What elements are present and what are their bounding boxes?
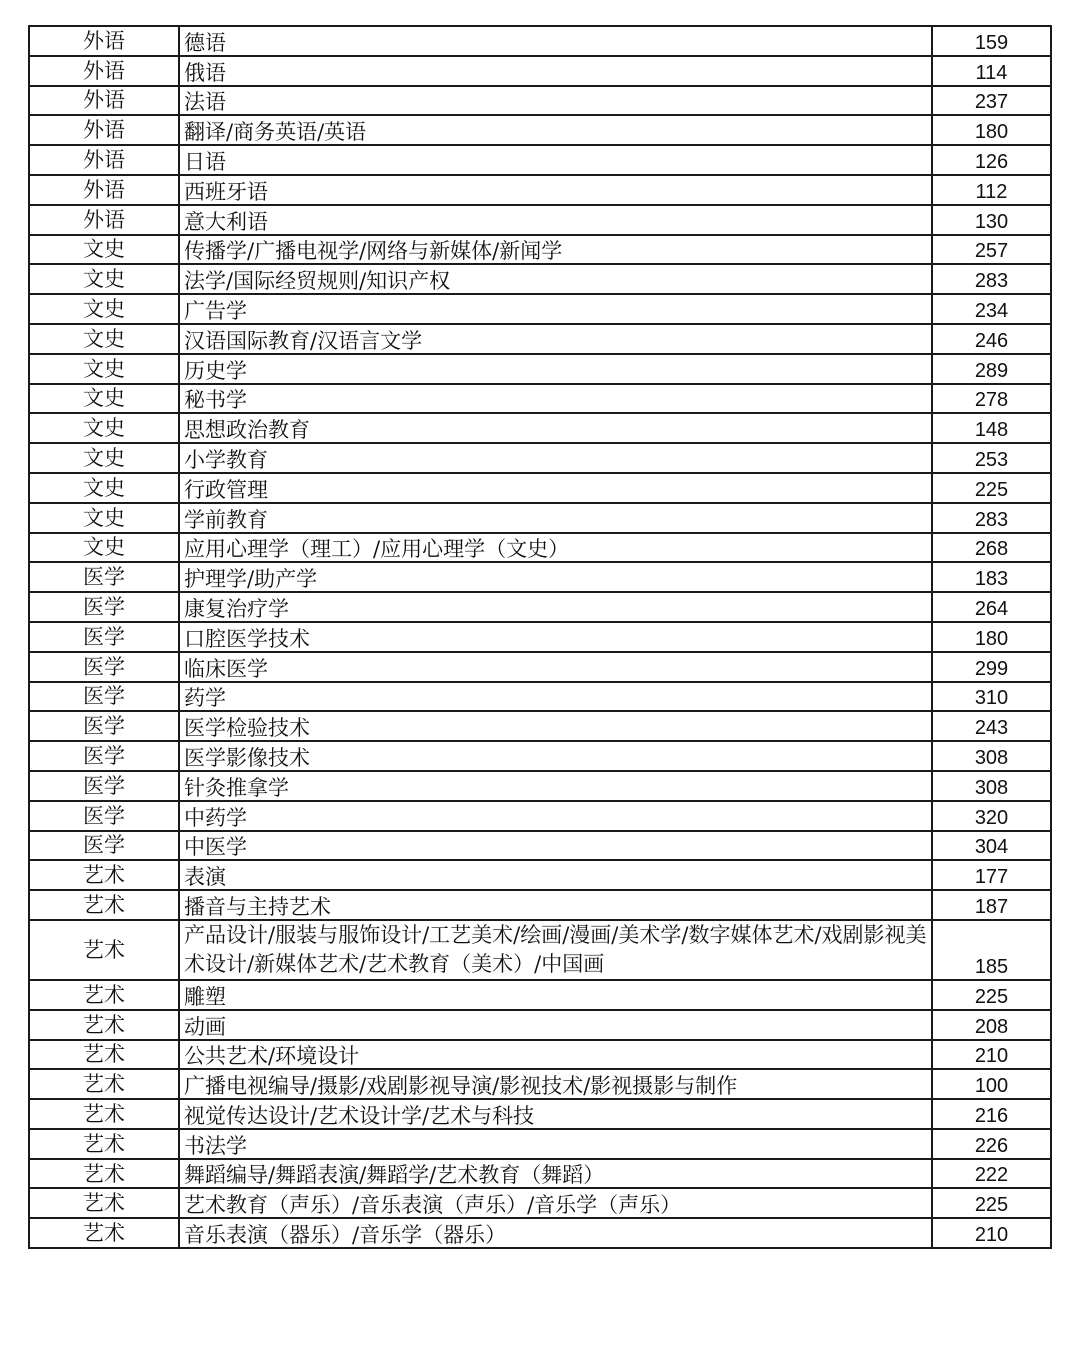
major-cell: 医学检验技术 (179, 711, 932, 741)
score-cell: 222 (932, 1159, 1051, 1189)
table-row (29, 890, 1051, 920)
category-cell: 艺术 (29, 1040, 179, 1070)
category-cell: 文史 (29, 294, 179, 324)
category-cell: 文史 (29, 533, 179, 563)
major-cell: 音乐表演（器乐）/音乐学（器乐） (179, 1218, 932, 1248)
major-cell: 医学影像技术 (179, 741, 932, 771)
category-cell: 艺术 (29, 920, 179, 980)
score-cell: 177 (932, 860, 1051, 890)
table-row (29, 831, 1051, 861)
category-cell: 外语 (29, 175, 179, 205)
table-row (29, 711, 1051, 741)
table-row (29, 682, 1051, 712)
category-cell: 外语 (29, 56, 179, 86)
score-cell: 112 (932, 175, 1051, 205)
category-cell: 文史 (29, 443, 179, 473)
major-cell: 康复治疗学 (179, 592, 932, 622)
category-cell: 艺术 (29, 1188, 179, 1218)
table-row (29, 205, 1051, 235)
major-cell: 动画 (179, 1010, 932, 1040)
score-cell: 278 (932, 384, 1051, 414)
major-cell: 历史学 (179, 354, 932, 384)
score-cell: 208 (932, 1010, 1051, 1040)
table-row (29, 771, 1051, 801)
major-cell: 学前教育 (179, 503, 932, 533)
score-cell: 264 (932, 592, 1051, 622)
category-cell: 艺术 (29, 1159, 179, 1189)
major-cell: 视觉传达设计/艺术设计学/艺术与科技 (179, 1099, 932, 1129)
table-row (29, 622, 1051, 652)
table-row (29, 235, 1051, 265)
score-cell: 257 (932, 235, 1051, 265)
category-cell: 艺术 (29, 1129, 179, 1159)
category-cell: 外语 (29, 26, 179, 56)
table-row (29, 1129, 1051, 1159)
category-cell: 艺术 (29, 860, 179, 890)
category-cell: 医学 (29, 741, 179, 771)
category-cell: 外语 (29, 115, 179, 145)
major-cell: 艺术教育（声乐）/音乐表演（声乐）/音乐学（声乐） (179, 1188, 932, 1218)
table-row (29, 1188, 1051, 1218)
table-row (29, 801, 1051, 831)
table-row (29, 264, 1051, 294)
score-cell: 234 (932, 294, 1051, 324)
score-cell: 225 (932, 473, 1051, 503)
table-row (29, 1010, 1051, 1040)
major-cell: 舞蹈编导/舞蹈表演/舞蹈学/艺术教育（舞蹈） (179, 1159, 932, 1189)
score-cell: 304 (932, 831, 1051, 861)
category-cell: 医学 (29, 682, 179, 712)
major-cell: 中药学 (179, 801, 932, 831)
category-cell: 医学 (29, 652, 179, 682)
score-table-body (29, 26, 1051, 1248)
score-cell: 243 (932, 711, 1051, 741)
score-cell: 183 (932, 562, 1051, 592)
category-cell: 艺术 (29, 1099, 179, 1129)
table-row (29, 1069, 1051, 1099)
major-cell: 意大利语 (179, 205, 932, 235)
category-cell: 文史 (29, 324, 179, 354)
table-row (29, 413, 1051, 443)
score-cell: 216 (932, 1099, 1051, 1129)
score-cell: 246 (932, 324, 1051, 354)
major-cell: 公共艺术/环境设计 (179, 1040, 932, 1070)
score-cell: 308 (932, 741, 1051, 771)
category-cell: 艺术 (29, 1218, 179, 1248)
score-cell: 289 (932, 354, 1051, 384)
table-row (29, 741, 1051, 771)
table-row (29, 562, 1051, 592)
table-row (29, 56, 1051, 86)
table-row (29, 1218, 1051, 1248)
score-cell: 187 (932, 890, 1051, 920)
major-cell: 西班牙语 (179, 175, 932, 205)
category-cell: 外语 (29, 145, 179, 175)
table-row (29, 503, 1051, 533)
major-cell: 俄语 (179, 56, 932, 86)
major-cell: 翻译/商务英语/英语 (179, 115, 932, 145)
table-row (29, 354, 1051, 384)
major-cell: 口腔医学技术 (179, 622, 932, 652)
score-cell: 253 (932, 443, 1051, 473)
score-cell: 283 (932, 264, 1051, 294)
score-cell: 114 (932, 56, 1051, 86)
major-cell: 秘书学 (179, 384, 932, 414)
major-cell: 书法学 (179, 1129, 932, 1159)
score-cell: 180 (932, 622, 1051, 652)
category-cell: 文史 (29, 354, 179, 384)
category-cell: 医学 (29, 622, 179, 652)
major-cell: 德语 (179, 26, 932, 56)
major-cell: 表演 (179, 860, 932, 890)
score-cell: 299 (932, 652, 1051, 682)
score-table (28, 25, 1052, 1249)
major-cell: 广播电视编导/摄影/戏剧影视导演/影视技术/影视摄影与制作 (179, 1069, 932, 1099)
score-cell: 308 (932, 771, 1051, 801)
table-row (29, 443, 1051, 473)
major-cell: 应用心理学（理工）/应用心理学（文史） (179, 533, 932, 563)
major-cell: 法语 (179, 86, 932, 116)
score-cell: 210 (932, 1040, 1051, 1070)
category-cell: 文史 (29, 503, 179, 533)
major-cell: 药学 (179, 682, 932, 712)
score-cell: 130 (932, 205, 1051, 235)
major-cell: 汉语国际教育/汉语言文学 (179, 324, 932, 354)
major-cell: 护理学/助产学 (179, 562, 932, 592)
table-row (29, 860, 1051, 890)
table-row (29, 294, 1051, 324)
score-cell: 225 (932, 1188, 1051, 1218)
category-cell: 医学 (29, 831, 179, 861)
table-row (29, 473, 1051, 503)
category-cell: 文史 (29, 413, 179, 443)
score-cell: 237 (932, 86, 1051, 116)
major-cell: 中医学 (179, 831, 932, 861)
score-cell: 225 (932, 980, 1051, 1010)
category-cell: 艺术 (29, 1069, 179, 1099)
category-cell: 医学 (29, 711, 179, 741)
score-cell: 126 (932, 145, 1051, 175)
table-row (29, 1159, 1051, 1189)
score-cell: 283 (932, 503, 1051, 533)
category-cell: 医学 (29, 562, 179, 592)
table-row (29, 980, 1051, 1010)
score-cell: 148 (932, 413, 1051, 443)
category-cell: 外语 (29, 86, 179, 116)
table-row (29, 1099, 1051, 1129)
category-cell: 外语 (29, 205, 179, 235)
major-cell: 播音与主持艺术 (179, 890, 932, 920)
score-cell: 180 (932, 115, 1051, 145)
major-cell: 针灸推拿学 (179, 771, 932, 801)
score-cell: 159 (932, 26, 1051, 56)
score-cell: 320 (932, 801, 1051, 831)
major-cell: 广告学 (179, 294, 932, 324)
category-cell: 艺术 (29, 890, 179, 920)
score-cell: 210 (932, 1218, 1051, 1248)
major-cell: 思想政治教育 (179, 413, 932, 443)
major-cell: 产品设计/服装与服饰设计/工艺美术/绘画/漫画/美术学/数字媒体艺术/戏剧影视美术设计/新媒体艺术/艺术教育（美术）/中国画 (179, 920, 932, 980)
category-cell: 文史 (29, 384, 179, 414)
score-cell: 310 (932, 682, 1051, 712)
category-cell: 文史 (29, 264, 179, 294)
major-cell: 日语 (179, 145, 932, 175)
table-row (29, 145, 1051, 175)
table-row (29, 384, 1051, 414)
major-cell: 传播学/广播电视学/网络与新媒体/新闻学 (179, 235, 932, 265)
score-cell: 226 (932, 1129, 1051, 1159)
table-row (29, 652, 1051, 682)
major-cell: 法学/国际经贸规则/知识产权 (179, 264, 932, 294)
category-cell: 医学 (29, 801, 179, 831)
major-cell: 雕塑 (179, 980, 932, 1010)
table-row (29, 175, 1051, 205)
table-row (29, 115, 1051, 145)
category-cell: 医学 (29, 771, 179, 801)
table-row (29, 324, 1051, 354)
table-row (29, 592, 1051, 622)
table-row (29, 1040, 1051, 1070)
category-cell: 医学 (29, 592, 179, 622)
category-cell: 文史 (29, 235, 179, 265)
category-cell: 艺术 (29, 1010, 179, 1040)
major-cell: 行政管理 (179, 473, 932, 503)
category-cell: 艺术 (29, 980, 179, 1010)
table-row (29, 533, 1051, 563)
major-cell: 临床医学 (179, 652, 932, 682)
score-cell: 100 (932, 1069, 1051, 1099)
major-cell: 小学教育 (179, 443, 932, 473)
score-cell: 268 (932, 533, 1051, 563)
table-row (29, 26, 1051, 56)
table-row (29, 86, 1051, 116)
table-row (29, 920, 1051, 980)
score-cell: 185 (932, 920, 1051, 980)
category-cell: 文史 (29, 473, 179, 503)
